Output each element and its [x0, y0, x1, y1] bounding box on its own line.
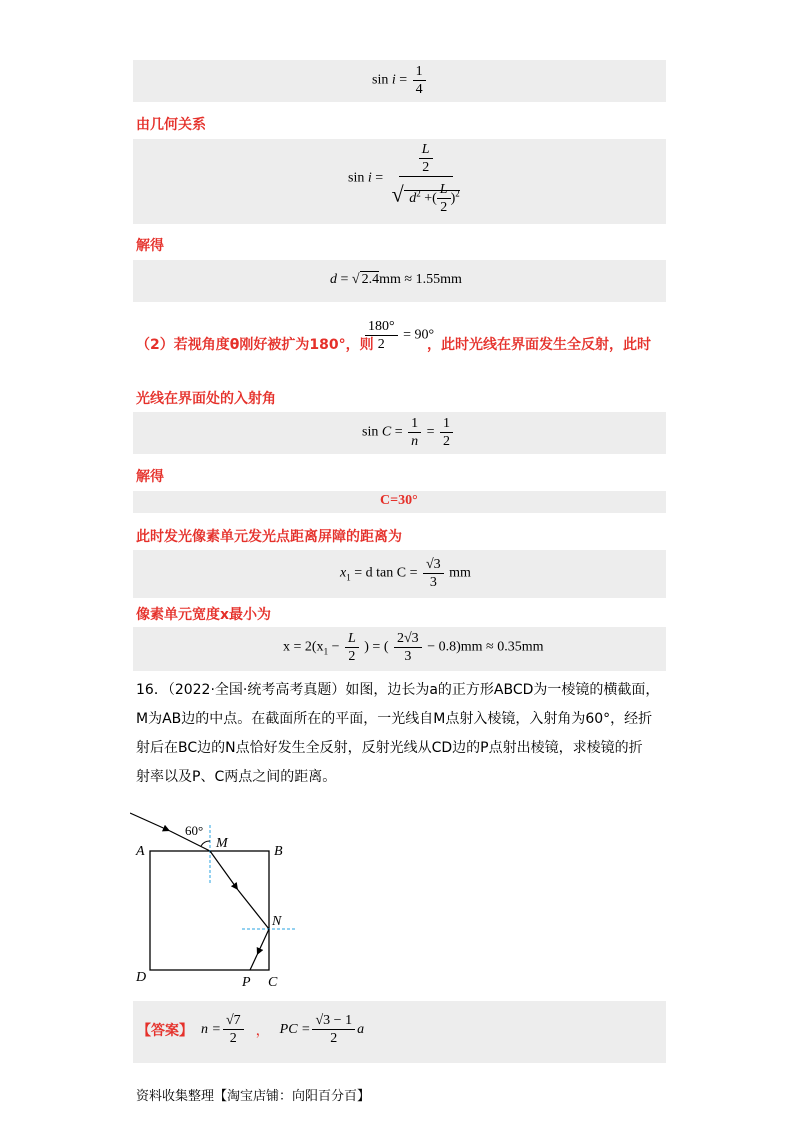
eq6-num: √3 — [423, 556, 444, 574]
part2-frac-num: 180° — [365, 318, 398, 336]
eq3-equals: = — [340, 272, 349, 287]
eq4-eq1: = — [394, 424, 403, 440]
incident-ray — [130, 813, 170, 831]
reflected-ray-1 — [257, 929, 269, 955]
eq2-exp2: 2 — [455, 188, 460, 199]
answer-sep: ， — [255, 1023, 270, 1039]
answer-n-num: √7 — [223, 1012, 244, 1030]
label-width: 像素单元宽度x最小为 — [136, 607, 272, 623]
eq7-minus: − — [328, 639, 343, 655]
label-A: A — [136, 844, 145, 859]
eq6-eq: = — [354, 565, 363, 581]
label-C: C — [268, 975, 278, 990]
equation-x1 — [340, 556, 471, 591]
problem-16-line-3: 射后在BC边的N点恰好发生全反射，反射光线从CD边的P点射出棱镜，求棱镜的折 — [136, 740, 643, 756]
label-distance: 此时发光像素单元发光点距离屏障的距离为 — [136, 529, 402, 545]
eq2-sin: sin — [348, 170, 365, 186]
answer-n-den: 2 — [229, 1031, 237, 1046]
eq2-var: i — [367, 170, 372, 186]
eq3-var: d — [330, 272, 337, 287]
label-B: B — [274, 844, 283, 859]
eq3-result: 1.55mm — [415, 272, 462, 287]
label-angle: 60° — [185, 823, 204, 838]
eq7-lhs: x = 2(x — [283, 639, 324, 655]
label-D: D — [136, 970, 147, 985]
refracted-ray-2 — [238, 890, 269, 929]
label-P: P — [242, 975, 251, 990]
equation-sin-i-geometry: sin i = $\frac{L}{2}$ √ $d^2$ +( $\frac{L}{2}$ )$^2$ — [348, 142, 460, 215]
eq4-den2: 2 — [443, 434, 450, 449]
eq4-num1: 1 — [408, 415, 421, 433]
eq6-mid: d tan C = — [365, 565, 418, 581]
prism-figure — [130, 805, 310, 995]
eq4-eq2: = — [426, 424, 435, 440]
eq3-unit: mm — [379, 272, 401, 287]
eq1-equals: = — [399, 72, 408, 88]
part2-equation — [363, 318, 434, 353]
eq2-num-2: 2 — [422, 160, 430, 175]
label-incident: 光线在界面处的入射角 — [136, 391, 276, 407]
answer-pc-tail: a — [357, 1021, 365, 1037]
eq7-tail: − 0.8)mm ≈ 0.35mm — [427, 639, 544, 655]
problem-16 — [136, 676, 666, 792]
label-N: N — [272, 914, 282, 929]
problem-16-line-1: 16．（2022·全国·统考高考真题）如图，边长为a的正方形ABCD为一棱镜的横截面， — [136, 682, 660, 698]
answer-pc-num: √3 − 1 — [312, 1012, 355, 1030]
part2-suffix: ，此时光线在界面发生全反射，此时 — [427, 337, 651, 353]
eq2-den-L: L — [437, 181, 451, 199]
label-M: M — [216, 836, 228, 851]
equation-x-min — [283, 630, 544, 665]
answer-line — [137, 1012, 364, 1047]
eq6-lhs: x — [340, 565, 347, 581]
answer-n-lhs: n = — [201, 1021, 221, 1037]
eq7-den: 2 — [348, 649, 356, 664]
refracted-ray-1 — [210, 851, 238, 890]
part2-frac-den: 2 — [377, 337, 385, 352]
angle-arc — [201, 841, 210, 846]
answer-label: 【答案】 — [137, 1022, 193, 1039]
eq2-exp1: 2 — [416, 188, 421, 199]
eq7-den2: 3 — [404, 649, 412, 664]
footer: 资料收集整理【淘宝店铺：向阳百分百】 — [136, 1089, 371, 1104]
label-solve-1: 解得 — [136, 238, 164, 254]
eq1-den: 4 — [415, 82, 423, 97]
equation-d: d = √ 2.4mm ≈ 1.55mm — [330, 272, 462, 287]
eq6-sub: 1 — [346, 572, 351, 583]
eq1-var: i — [391, 72, 396, 88]
label-solve-2: 解得 — [136, 469, 164, 485]
eq4-var: C — [381, 424, 392, 440]
eq7-sub: 1 — [323, 646, 329, 657]
part2-eq: = 90° — [403, 327, 435, 343]
eq3-sqrt: 2.4 — [361, 272, 380, 287]
eq2-plus: + — [424, 190, 433, 206]
part2-prefix: （2）若视角度θ刚好被扩为180°，则 — [136, 337, 374, 353]
eq2-num-L: L — [419, 141, 433, 159]
eq7-num2: 2√3 — [394, 630, 422, 648]
label-geometry: 由几何关系 — [136, 117, 206, 133]
eq1-sin: sin — [372, 72, 389, 88]
eq7-num: L — [345, 630, 359, 648]
eq4-num2: 1 — [440, 415, 453, 433]
equation-sin-c — [362, 415, 455, 450]
answer-pc-den: 2 — [330, 1031, 338, 1046]
eq2-equals: = — [375, 170, 384, 186]
reflected-ray-2 — [250, 955, 257, 970]
eq3-approx: ≈ — [404, 272, 413, 287]
eq7-close: ) = ( — [364, 639, 389, 655]
eq2-den-2: 2 — [440, 200, 448, 215]
problem-16-line-2: M为AB边的中点。在截面所在的平面，一光线自M点射入棱镜，入射角为60°，经折 — [136, 711, 653, 727]
eq4-sin: sin — [362, 424, 379, 440]
equation-sin-i — [372, 63, 428, 98]
eq6-unit: mm — [449, 565, 471, 581]
eq4-den1: n — [411, 434, 419, 449]
equation-c-value: C=30° — [380, 493, 418, 508]
eq6-den: 3 — [429, 575, 437, 590]
problem-16-line-4: 射率以及P、C两点之间的距离。 — [136, 769, 337, 785]
answer-pc-lhs: PC = — [279, 1021, 311, 1037]
eq2-d: d — [409, 190, 417, 206]
square-abcd — [150, 851, 269, 970]
eq1-num: 1 — [413, 63, 426, 81]
